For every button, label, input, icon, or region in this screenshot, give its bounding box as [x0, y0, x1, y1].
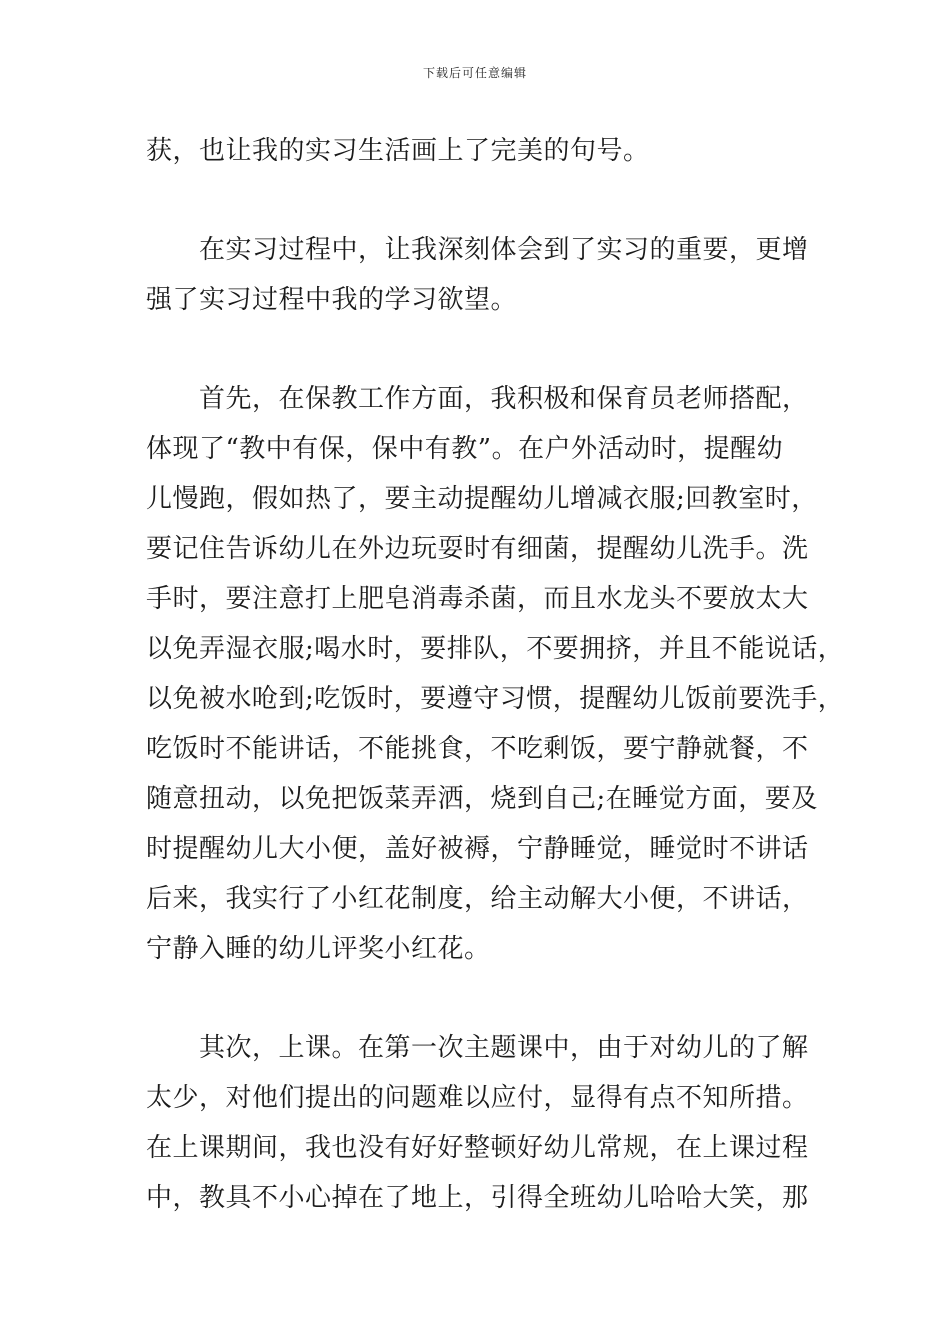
document-body: [146, 126, 845, 1223]
text-line: 太少，对他们提出的问题难以应付，显得有点不知所措。: [146, 1083, 809, 1113]
text-line: 时提醒幼儿大小便，盖好被褥，宁静睡觉，睡觉时不讲话: [146, 834, 809, 864]
text-line: 随意扭动，以免把饭菜弄洒，烧到自己;在睡觉方面，要及: [146, 784, 818, 814]
paragraph-4: [146, 1023, 836, 1223]
text-line: 中，教具不小心掉在了地上，引得全班幼儿哈哈大笑，那: [146, 1183, 809, 1213]
text-line: 其次，上课。在第一次主题课中，由于对幼儿的了解: [199, 1033, 809, 1063]
paragraph-gap: [146, 325, 836, 374]
paragraph-1: [146, 126, 836, 176]
paragraph-gap: [146, 974, 836, 1023]
text-line: 体现了“教中有保，保中有教”。在户外活动时，提醒幼: [146, 434, 784, 464]
text-line: 在上课期间，我也没有好好整顿好幼儿常规，在上课过程: [146, 1133, 809, 1163]
text-line: 宁静入睡的幼儿评奖小红花。: [146, 934, 491, 964]
text-line: 强了实习过程中我的学习欲望。: [146, 285, 518, 315]
text-line: 儿慢跑，假如热了，要主动提醒幼儿增减衣服;回教室时，: [146, 484, 818, 514]
page-header: 下载后可任意编辑: [422, 66, 527, 80]
text-line: 要记住告诉幼儿在外边玩耍时有细菌，提醒幼儿洗手。洗: [146, 534, 809, 564]
text-line: 在实习过程中，让我深刻体会到了实习的重要，更增: [199, 235, 809, 265]
paragraph-gap: [146, 176, 836, 225]
text-line: 获，也让我的实习生活画上了完美的句号。: [146, 136, 650, 166]
text-line: 首先，在保教工作方面，我积极和保育员老师搭配，: [199, 384, 809, 414]
paragraph-2: [146, 225, 836, 325]
text-line: 手时，要注意打上肥皂消毒杀菌，而且水龙头不要放太大: [146, 584, 809, 614]
text-line: 以免被水呛到;吃饭时，要遵守习惯，提醒幼儿饭前要洗手，: [146, 684, 845, 714]
text-line: 以免弄湿衣服;喝水时，要排队，不要拥挤，并且不能说话，: [146, 634, 845, 664]
paragraph-3: [146, 374, 845, 974]
text-line: 后来，我实行了小红花制度，给主动解大小便，不讲话，: [146, 884, 809, 914]
text-line: 吃饭时不能讲话，不能挑食，不吃剩饭，要宁静就餐，不: [146, 734, 809, 764]
